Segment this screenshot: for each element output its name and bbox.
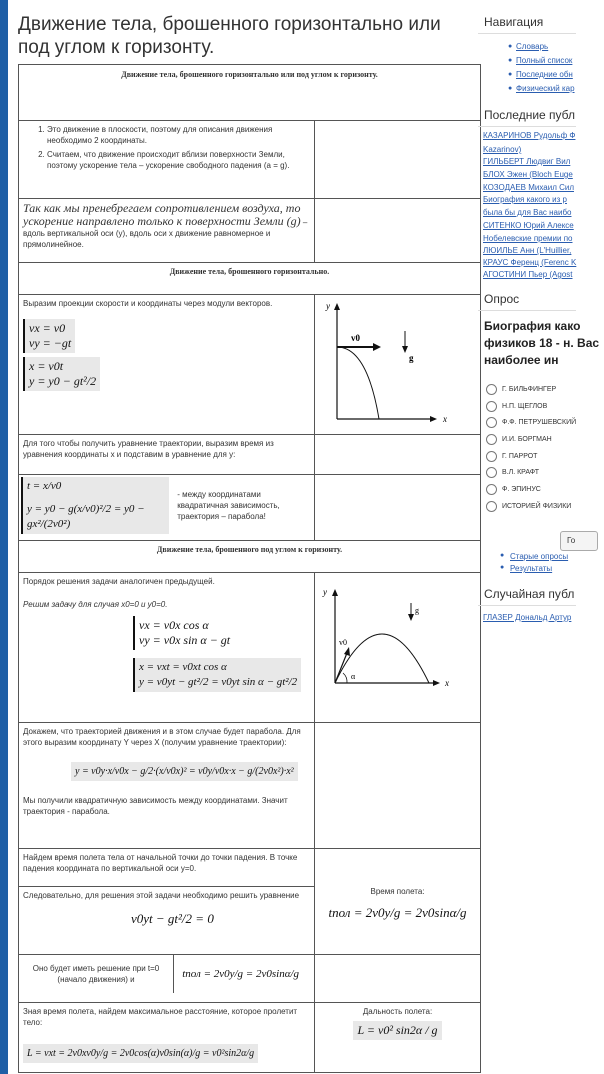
old-polls-link[interactable]: Старые опросы bbox=[510, 552, 569, 561]
recent-item[interactable]: Kazarinov) bbox=[483, 145, 522, 154]
nav-title: Навигация bbox=[484, 15, 544, 29]
recent-item[interactable]: Нобелевские премии по bbox=[483, 234, 573, 243]
section-header-horizontal: Движение тела, брошенного горизонтально. bbox=[19, 263, 481, 295]
poll-title: Опрос bbox=[484, 292, 520, 306]
section-header-angle: Движение тела, брошенного под углом к горизонту. bbox=[19, 541, 481, 573]
main-content bbox=[8, 0, 478, 1074]
intro-cell bbox=[19, 121, 315, 199]
poll-radio[interactable] bbox=[486, 417, 497, 428]
recent-item[interactable]: БЛОХ Эжен (Bloch Euge bbox=[483, 170, 573, 179]
solution-text: Оно будет иметь решение при t=0 (начало движения) и bbox=[19, 955, 174, 993]
left-accent-bar bbox=[0, 0, 8, 1074]
recent-item[interactable]: КАЗАРИНОВ Рудольф Ф bbox=[483, 131, 576, 140]
intro-item-1: 1. Это движение в плоскости, поэтому для описания движения необходимо 2 координаты. bbox=[47, 124, 310, 146]
divider bbox=[478, 605, 576, 606]
divider bbox=[478, 310, 576, 311]
neglect-cell bbox=[19, 199, 315, 263]
solve-text: Следовательно, для решения этой задачи необходимо решить уравнение bbox=[23, 891, 300, 900]
bullet-icon: ● bbox=[500, 564, 505, 571]
time-formula-cell bbox=[315, 849, 481, 955]
time-text-cell: Найдем время полета тела от начальной точки до точки падения. В точке падения координата по вертикальной оси y=0. bbox=[19, 849, 315, 887]
nav-link-recent-updates[interactable]: Последние обн bbox=[516, 70, 573, 79]
range-text: Зная время полета, найдем максимальное расстояние, которое пролетит тело: bbox=[23, 1007, 298, 1027]
time-formula: tпол = 2v0y/g = 2v0sinα/g bbox=[328, 904, 467, 920]
angle-text-1: Порядок решения задачи аналогичен предыдущей. bbox=[23, 577, 215, 586]
bullet-icon: ● bbox=[508, 71, 513, 78]
angle-cell bbox=[19, 573, 315, 723]
velocity-label: v0 bbox=[351, 333, 360, 343]
nav-link-physics-map[interactable]: Физический кар bbox=[516, 84, 575, 93]
bullet-icon: ● bbox=[508, 85, 513, 92]
horizontal-cell bbox=[19, 295, 315, 435]
parabola-text: Докажем, что траекторией движения и в этом случае будет парабола. Для этого выразим координату Y через X (получим уравнение траектории): bbox=[23, 727, 301, 747]
gravity-label-2: g bbox=[415, 606, 419, 615]
poll-option-label: Н.П. ЩЕГЛОВ bbox=[502, 403, 548, 410]
parabola-result: Мы получили квадратичную зависимость между координатами. Значит траектория - парабола. bbox=[23, 796, 288, 816]
angle-throw-diagram bbox=[317, 575, 473, 715]
range-formula: L = v0² sin2α / g bbox=[353, 1021, 441, 1040]
horizontal-coordinate-system: x = v0t y = y0 − gt²/2 bbox=[23, 357, 100, 391]
angle-velocity-system: vx = v0x cos α vy = v0x sin α − gt bbox=[133, 616, 234, 650]
range-cell bbox=[19, 1003, 315, 1073]
sidebar bbox=[478, 0, 600, 1074]
recent-item[interactable]: Биография какого из р bbox=[483, 195, 567, 204]
recent-item[interactable]: СИТЕНКО Юрий Алексе bbox=[483, 221, 574, 230]
range-equation: L = vxt = 2v0xv0y/g = 2v0cos(α)v0sin(α)/g = v0²sin2α/g bbox=[23, 1044, 258, 1063]
axis-y-label: y bbox=[326, 301, 330, 311]
poll-radio[interactable] bbox=[486, 451, 497, 462]
page-title: Движение тела, брошенного горизонтально или под углом к горизонту. bbox=[18, 14, 441, 58]
trajectory-system: t = x/v0 y = y0 − g(x/v0)²/2 = y0 − gx²/(2v0²) bbox=[21, 477, 169, 534]
intro-item-2: 2. Считаем, что движение происходит вблизи поверхности Земли, поэтому ускорение тела – ускорение свободного падения (a = g). bbox=[47, 149, 310, 171]
random-title: Случайная публ bbox=[484, 587, 575, 601]
poll-radio[interactable] bbox=[486, 434, 497, 445]
poll-radio[interactable] bbox=[486, 467, 497, 478]
recent-item[interactable]: ЛЮИЛЬЕ Анн (L'Huillier, bbox=[483, 246, 572, 255]
bullet-icon: ● bbox=[508, 57, 513, 64]
horizontal-velocity-system: vx = v0 vy = −gt bbox=[23, 319, 75, 353]
nav-link-full-list[interactable]: Полный список bbox=[516, 56, 573, 65]
poll-option-label: ИСТОРИЕЙ ФИЗИКИ bbox=[502, 503, 572, 510]
recent-title: Последние публ bbox=[484, 108, 576, 122]
angle-diagram-cell bbox=[315, 573, 481, 723]
poll-option-label: И.И. БОРГМАН bbox=[502, 436, 552, 443]
angle-coordinate-system: x = vxt = v0xt cos α y = v0yt − gt²/2 = v0yt sin α − gt²/2 bbox=[133, 658, 301, 692]
parabola-cell bbox=[19, 723, 315, 849]
solution-cell bbox=[19, 955, 315, 1003]
divider bbox=[478, 126, 576, 127]
solution-formula: tпол = 2v0y/g = 2v0sinα/g bbox=[182, 967, 300, 980]
results-link[interactable]: Результаты bbox=[510, 564, 553, 573]
bullet-icon: ● bbox=[508, 43, 513, 50]
recent-item[interactable]: КОЗОДАЕВ Михаил Сил bbox=[483, 183, 574, 192]
recent-item[interactable]: ГИЛЬБЕРТ Людвиг Вил bbox=[483, 157, 571, 166]
time-label: Время полета: bbox=[370, 886, 425, 896]
trajectory-text-cell: Для того чтобы получить уравнение траектории, выразим время из уравнения координаты x и подставим в уравнение для y: bbox=[19, 435, 315, 475]
gravity-label: g bbox=[409, 353, 414, 363]
poll-radio[interactable] bbox=[486, 401, 497, 412]
recent-item[interactable]: КРАУС Ференц (Ferenc K bbox=[483, 258, 577, 267]
random-item[interactable]: ГЛАЗЕР Дональд Артур bbox=[483, 613, 572, 622]
range-formula-cell bbox=[315, 1003, 481, 1073]
poll-option-label: Ф.Ф. ПЕТРУШЕВСКИЙ bbox=[502, 419, 577, 426]
poll-radio[interactable] bbox=[486, 384, 497, 395]
angle-alpha-label: α bbox=[351, 672, 356, 681]
neglect-italic: Так как мы пренебрегаем сопротивлением воздуха, то ускорение направлено только к поверхности Земли (g) bbox=[23, 201, 301, 228]
nav-link-dictionary[interactable]: Словарь bbox=[516, 42, 549, 51]
range-label: Дальность полета: bbox=[362, 1007, 433, 1016]
poll-option-label: Ф. ЭПИНУС bbox=[502, 486, 541, 493]
velocity-label-2: v0 bbox=[339, 638, 347, 647]
solve-equation: v0yt − gt²/2 = 0 bbox=[131, 911, 214, 926]
horizontal-text: Выразим проекции скорости и координаты через модули векторов. bbox=[23, 299, 273, 308]
parabola-equation: y = v0y·x/v0x − g/2·(x/v0x)² = v0y/v0x·x − g/(2v0x²)·x² bbox=[71, 762, 298, 781]
axis-y-label-2: y bbox=[323, 587, 327, 597]
section-header-main: Движение тела, брошенного горизонтально или под углом к горизонту. bbox=[19, 65, 481, 121]
axis-x-label: x bbox=[443, 414, 447, 424]
recent-item[interactable]: АГОСТИНИ Пьер (Agost bbox=[483, 270, 573, 279]
solve-cell bbox=[19, 887, 315, 955]
divider bbox=[478, 33, 576, 34]
axis-x-label-2: x bbox=[445, 678, 449, 688]
poll-option-label: В.Л. КРАФТ bbox=[502, 469, 540, 476]
vote-button[interactable]: Го bbox=[560, 531, 598, 551]
trajectory-eq-cell bbox=[19, 475, 315, 541]
trajectory-note: - между координатами квадратичная зависимость, траектория – парабола! bbox=[177, 490, 280, 521]
horizontal-throw-diagram bbox=[317, 297, 473, 429]
bullet-icon: ● bbox=[500, 552, 505, 559]
horizontal-diagram-cell bbox=[315, 295, 481, 435]
angle-text-2: Решим задачу для случая x0=0 и y0=0. bbox=[23, 600, 168, 609]
poll-radio[interactable] bbox=[486, 501, 497, 512]
recent-item[interactable]: была бы для Вас наибо bbox=[483, 208, 572, 217]
poll-radio[interactable] bbox=[486, 484, 497, 495]
poll-question: Биография како физиков 18 - н. Вас наиболее ин bbox=[484, 319, 600, 367]
poll-option-label: Г. БИЛЬФИНГЕР bbox=[502, 386, 557, 393]
neglect-small: – вдоль вертикальной оси (y), вдоль оси x движение равномерное и прямолинейное. bbox=[23, 218, 308, 249]
poll-option-label: Г. ПАРРОТ bbox=[502, 453, 538, 460]
content-table bbox=[18, 64, 481, 1073]
